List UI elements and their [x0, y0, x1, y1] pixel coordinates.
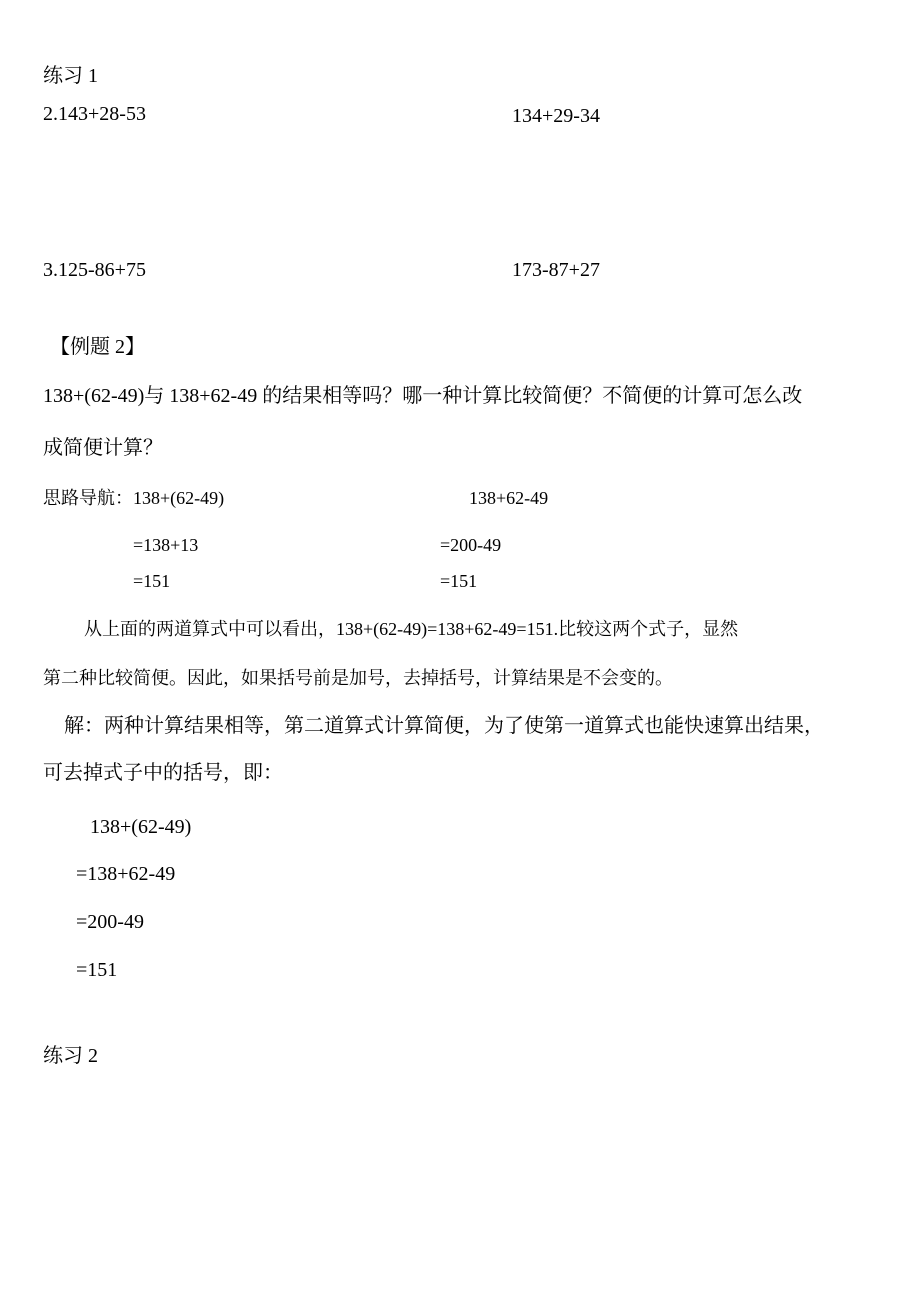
practice2-heading: 练习 2: [43, 1045, 98, 1067]
example2-question-line2: 成简便计算？: [43, 437, 163, 459]
practice1-q3-right: 173-87+27: [512, 259, 600, 281]
hint-left-step1: =138+13: [133, 535, 199, 555]
explanation-line1: 从上面的两道算式中可以看出，138+(62-49)=138+62-49=151.比较这两个式子，显然: [84, 619, 739, 639]
hint-left-step2: =151: [133, 571, 171, 591]
solution-step: =200-49: [76, 911, 144, 933]
explanation-line2: 第二种比较简便。因此，如果括号前是加号，去掉括号，计算结果是不会变的。: [43, 668, 673, 688]
solution-step: =151: [76, 959, 118, 981]
hint-right-step2: =151: [440, 571, 478, 591]
solution-line2: 可去掉式子中的括号，即：: [43, 762, 283, 784]
hint-right-step1: =200-49: [440, 535, 502, 555]
hint-right-expression: 138+62-49: [469, 488, 549, 508]
example2-heading: 【例题 2】: [50, 336, 145, 358]
practice1-heading: 练习 1: [43, 65, 98, 87]
hint-label: 思路导航：138+(62-49): [43, 488, 225, 508]
practice1-q2-right: 134+29-34: [512, 105, 600, 127]
solution-step: 138+(62-49): [90, 816, 192, 838]
practice1-q2-left: 2.143+28-53: [43, 103, 146, 125]
example2-question-line1: 138+(62-49)与 138+62-49 的结果相等吗？哪一种计算比较简便？不简便的计算可怎么改: [43, 385, 803, 407]
practice1-q3-left: 3.125-86+75: [43, 259, 146, 281]
solution-step: =138+62-49: [76, 863, 176, 885]
solution-line1: 解：两种计算结果相等，第二道算式计算简便，为了使第一道算式也能快速算出结果，: [64, 715, 824, 737]
